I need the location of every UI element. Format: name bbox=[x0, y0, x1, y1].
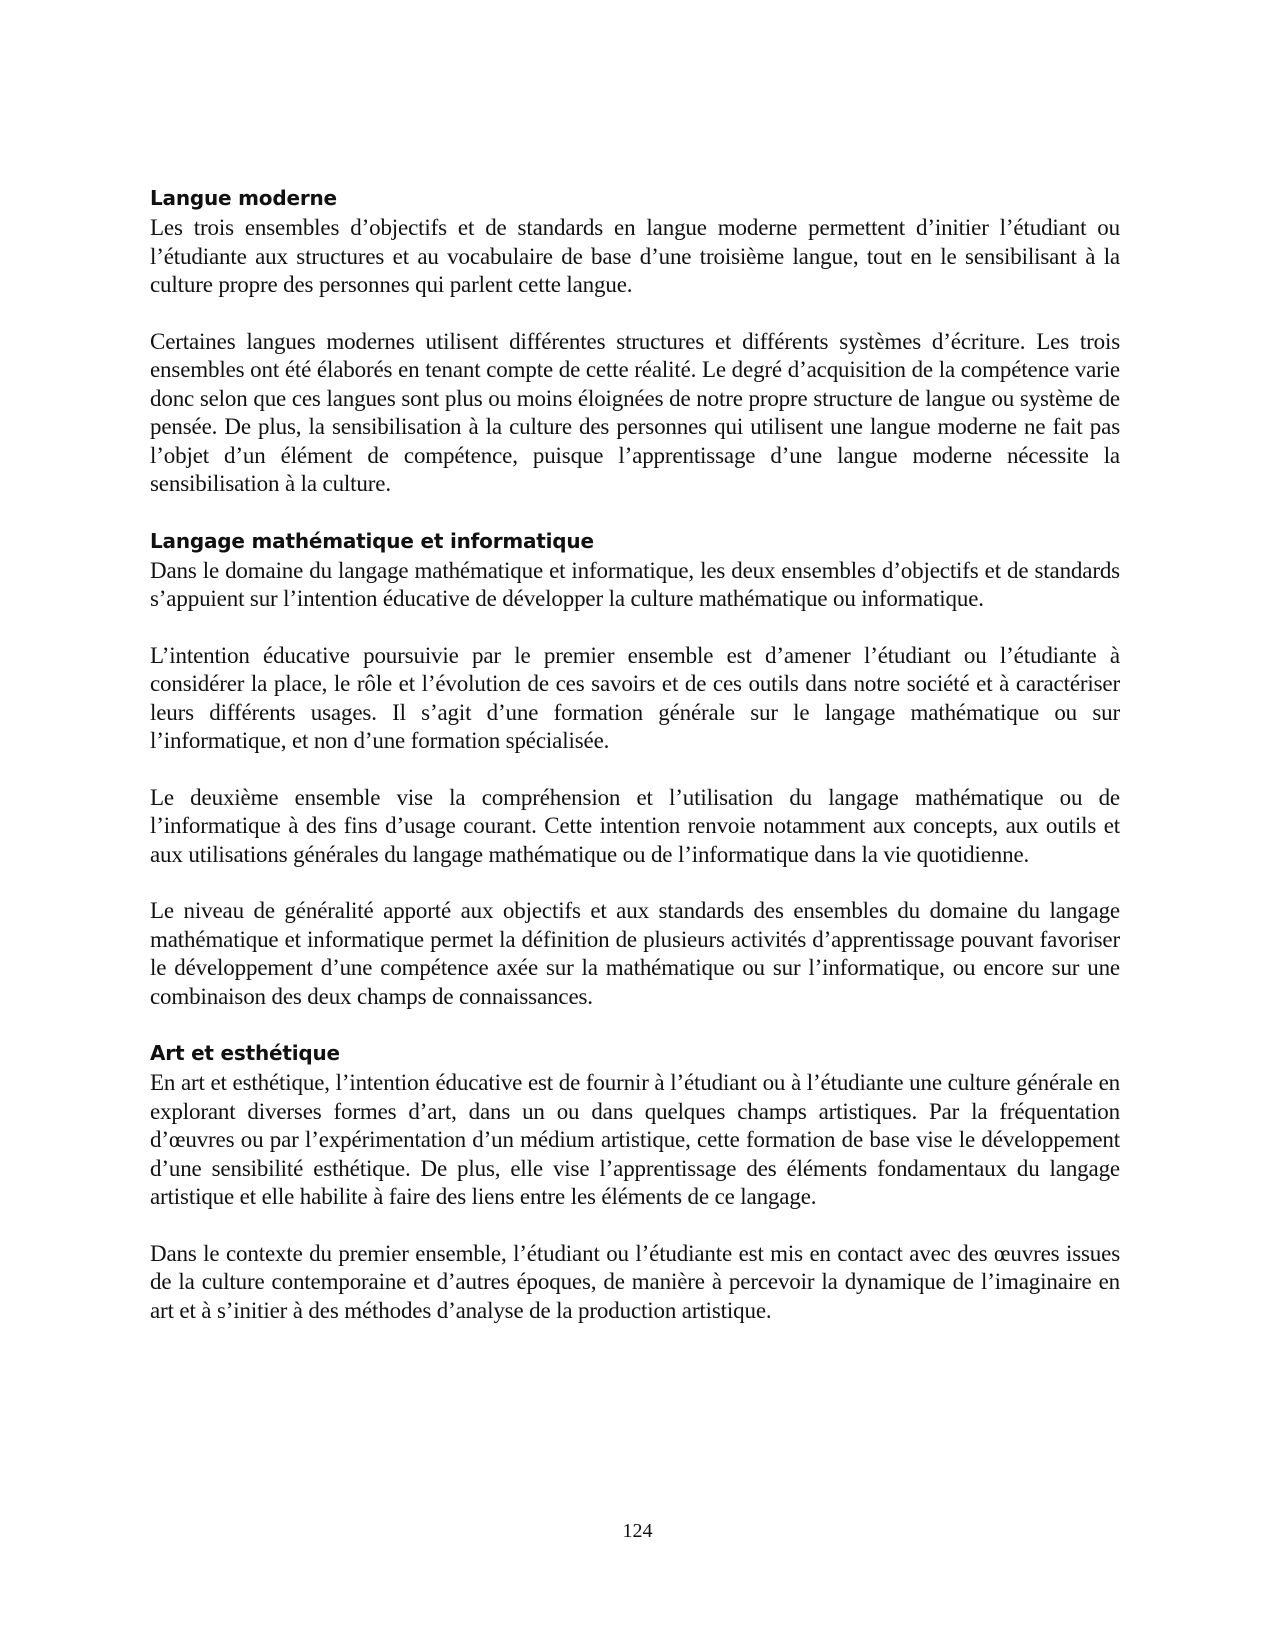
section-langue-moderne bbox=[150, 184, 1120, 499]
paragraph: Les trois ensembles d’objectifs et de standards en langue moderne permettent d’initier l’étudiant ou l’étudiante aux structures et au vocabulaire de base d’une troisième langue, tout en le sensibilisant à la culture propre des personnes qui parlent cette langue. bbox=[150, 215, 1120, 297]
section-langage-mathematique bbox=[150, 527, 1120, 1012]
section-art-esthetique bbox=[150, 1039, 1120, 1325]
paragraph: L’intention éducative poursuivie par le premier ensemble est d’amener l’étudiant ou l’étudiante à considérer la place, le rôle et l’évolution de ces savoirs et de ces outils dans notre société et à caractériser leurs différents usages. Il s’agit d’une formation générale sur le langage mathématique ou sur l’informatique, et non d’une formation spécialisée. bbox=[150, 642, 1120, 753]
section-heading: Art et esthétique bbox=[150, 1041, 340, 1065]
paragraph: Le deuxième ensemble vise la compréhension et l’utilisation du langage mathématique ou de l’informatique à des fins d’usage courant. Cette intention renvoie notamment aux concepts, aux outils et aux utilisations générales du langage mathématique ou de l’informatique dans la vie quotidienne. bbox=[150, 784, 1120, 867]
paragraph: Certaines langues modernes utilisent différentes structures et différents systèmes d’écriture. Les trois ensembles ont été élaborés en tenant compte de cette réalité. Le degré d’acquisition de la compétence varie donc selon que ces langues sont plus ou moins éloignées de notre propre structure de langue ou système de pensée. De plus, la sensibilisation à la culture des personnes qui utilisent une langue moderne ne fait pas l’objet d’un élément de compétence, puisque l’apprentissage d’une langue moderne nécessite la sensibilisation à la culture. bbox=[150, 328, 1120, 496]
section-heading: Langue moderne bbox=[150, 186, 337, 210]
paragraph: Dans le contexte du premier ensemble, l’étudiant ou l’étudiante est mis en contact avec des œuvres issues de la culture contemporaine et d’autres époques, de manière à percevoir la dynamique de l’imaginaire en art et à s’initier à des méthodes d’analyse de la production artistique. bbox=[150, 1240, 1120, 1323]
page-number: 124 bbox=[622, 1520, 653, 1542]
page-body bbox=[150, 184, 1120, 1353]
paragraph: Le niveau de généralité apporté aux objectifs et aux standards des ensembles du domaine du langage mathématique et informatique permet la définition de plusieurs activités d’apprentissage pouvant favoriser le développement d’une compétence axée sur la mathématique ou sur l’informatique, ou encore sur une combinaison des deux champs de connaissances. bbox=[150, 898, 1120, 1009]
section-heading: Langage mathématique et informatique bbox=[150, 528, 594, 553]
paragraph: Dans le domaine du langage mathématique et informatique, les deux ensembles d’objectifs et de standards s’appuient sur l’intention éducative de développer la culture mathématique ou informatique. bbox=[150, 557, 1120, 611]
paragraph: En art et esthétique, l’intention éducative est de fournir à l’étudiant ou à l’étudiante une culture générale en explorant diverses formes d’art, dans un ou dans quelques champs artistiques. Par la fréquentation d’œuvres ou par l’expérimentation d’un médium artistique, cette formation de base vise le développement d’une sensibilité esthétique. De plus, elle vise l’apprentissage des éléments fondamentaux du langage artistique et elle habilite à faire des liens entre les éléments de ce langage. bbox=[150, 1070, 1120, 1209]
